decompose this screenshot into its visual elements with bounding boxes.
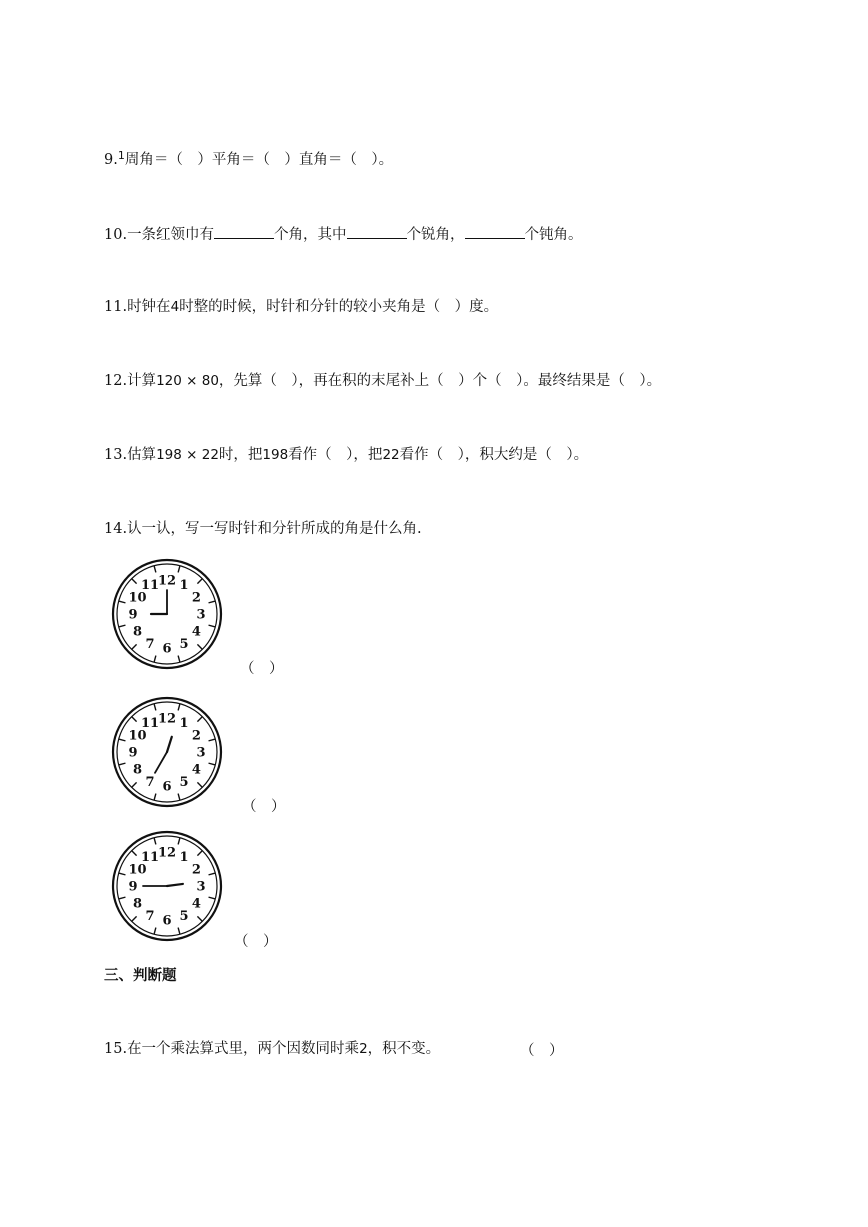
clock-tick [132, 916, 137, 921]
clock-face [109, 556, 225, 672]
question-text: 个锐角， [406, 227, 465, 243]
question-number: 14. [104, 521, 128, 537]
clock-number: 2 [191, 728, 201, 744]
clock-tick [178, 794, 180, 801]
answer-blank[interactable] [465, 224, 525, 239]
question-number: 12. [104, 373, 128, 389]
question-number: 9. [104, 152, 118, 168]
fraction-value: 1 [117, 149, 125, 162]
clock-tick [154, 656, 156, 663]
question-text: 认一认，写一写时针和分针所成的角是什么角. [127, 521, 422, 537]
clock-tick [178, 838, 180, 845]
clock-number: 10 [128, 590, 147, 606]
question-number: 11. [104, 299, 128, 315]
clock-hour-hand [167, 737, 172, 752]
question-text: 一条红领巾有 [127, 227, 215, 243]
clock-tick [197, 644, 202, 649]
clock-number: 11 [140, 716, 160, 732]
question-text: 个钝角。 [524, 227, 583, 243]
answer-paren[interactable]: （ ） [234, 934, 278, 950]
clock-tick [209, 763, 216, 765]
clock-tick [119, 625, 126, 627]
clock-tick [178, 704, 180, 711]
clock-tick [154, 838, 156, 845]
question-text: ，先算（ ），再在积的末尾补上（ ）个（ ）。最终结果是（ ）。 [218, 373, 662, 389]
clock-number: 3 [196, 879, 206, 895]
answer-blank[interactable] [214, 224, 274, 239]
clock-number: 9 [128, 745, 138, 761]
answer-paren[interactable]: （ ） [242, 799, 286, 815]
clock-number: 8 [133, 624, 143, 640]
math-expression: 120 × 80 [156, 373, 219, 389]
clock-face [109, 828, 225, 944]
question-text: 计算 [127, 373, 157, 389]
clock-minute-hand [155, 752, 167, 773]
question-number: 10. [104, 227, 128, 243]
clock-number: 11 [140, 578, 160, 594]
clock-number: 7 [145, 908, 155, 924]
clock-number: 4 [191, 762, 201, 778]
clock-number: 5 [179, 908, 189, 924]
question-text: ，积不变。 [367, 1041, 441, 1057]
math-expression: 198 × 22 [156, 447, 219, 463]
clock-number: 6 [162, 913, 172, 929]
question-15 [104, 1039, 440, 1059]
clock-tick [178, 928, 180, 935]
clock-tick [209, 625, 216, 627]
clock-number: 7 [145, 636, 155, 652]
clock-number: 1 [179, 578, 189, 594]
clock-tick [119, 873, 126, 875]
clock-number: 1 [179, 716, 189, 732]
clock-tick [197, 579, 202, 584]
clock-tick [209, 873, 216, 875]
clock-tick [178, 566, 180, 573]
clock-tick [209, 601, 216, 603]
question-13 [104, 445, 588, 465]
clock-tick [119, 601, 126, 603]
answer-paren[interactable]: （ ） [520, 1043, 564, 1059]
question-number: 15. [104, 1041, 128, 1057]
question-text: 时钟在 [127, 299, 171, 315]
question-text: 个角，其中 [274, 227, 347, 243]
math-value: 198 [262, 447, 289, 463]
clock-number: 8 [133, 896, 143, 912]
clock-tick [132, 782, 137, 787]
clock-number: 2 [191, 590, 201, 606]
question-text: 时整的时候，时针和分针的较小夹角是（ ）度。 [179, 299, 499, 315]
question-text: 时，把 [218, 447, 263, 463]
clock-number: 5 [179, 636, 189, 652]
clock-tick [132, 717, 137, 722]
clock-tick [132, 644, 137, 649]
question-text: 估算 [127, 447, 157, 463]
clock-svg [109, 556, 225, 672]
clock-svg [109, 828, 225, 944]
clock-tick [209, 897, 216, 899]
question-12 [104, 371, 661, 391]
math-value: 2 [359, 1041, 368, 1057]
clock-tick [119, 739, 126, 741]
clock-face [109, 694, 225, 810]
clock-number: 7 [145, 774, 155, 790]
clock-number: 12 [157, 573, 177, 589]
question-text: 看作（ ），把 [288, 447, 383, 463]
clock-number: 4 [191, 624, 201, 640]
answer-paren[interactable]: （ ） [240, 661, 284, 677]
question-text: 在一个乘法算式里，两个因数同时乘 [127, 1041, 360, 1057]
math-value: 22 [382, 447, 400, 463]
clock-number: 12 [157, 711, 177, 727]
clock-tick [178, 656, 180, 663]
clock-number: 9 [128, 879, 138, 895]
clock-tick [119, 897, 126, 899]
section-heading: 三、判断题 [104, 968, 177, 984]
clock-tick [154, 704, 156, 711]
clock-tick [209, 739, 216, 741]
clock-tick [154, 928, 156, 935]
clock-tick [197, 717, 202, 722]
clock-tick [197, 782, 202, 787]
clock-number: 10 [128, 862, 147, 878]
question-10 [104, 224, 583, 245]
question-9 [104, 150, 393, 171]
clock-svg [109, 694, 225, 810]
clock-number: 10 [128, 728, 147, 744]
clock-number: 8 [133, 762, 143, 778]
clock-number: 4 [191, 896, 201, 912]
question-14 [104, 519, 422, 539]
clock-tick [154, 794, 156, 801]
clock-number: 6 [162, 641, 172, 657]
clock-tick [132, 579, 137, 584]
clock-number: 1 [179, 850, 189, 866]
clock-tick [197, 916, 202, 921]
clock-number: 5 [179, 774, 189, 790]
answer-blank[interactable] [347, 224, 407, 239]
clock-number: 2 [191, 862, 201, 878]
clock-tick [119, 763, 126, 765]
clock-number: 12 [157, 845, 177, 861]
clock-number: 3 [196, 607, 206, 623]
question-11 [104, 297, 498, 317]
clock-number: 9 [128, 607, 138, 623]
clock-number: 11 [140, 850, 160, 866]
clock-tick [197, 851, 202, 856]
clock-number: 6 [162, 779, 172, 795]
question-text: 看作（ ），积大约是（ ）。 [399, 447, 589, 463]
question-text: 周角＝（ ）平角＝（ ）直角＝（ ）。 [124, 152, 394, 168]
question-number: 13. [104, 447, 128, 463]
math-value: 4 [170, 299, 180, 315]
clock-hour-hand [167, 884, 183, 886]
clock-number: 3 [196, 745, 206, 761]
clock-tick [132, 851, 137, 856]
clock-tick [154, 566, 156, 573]
